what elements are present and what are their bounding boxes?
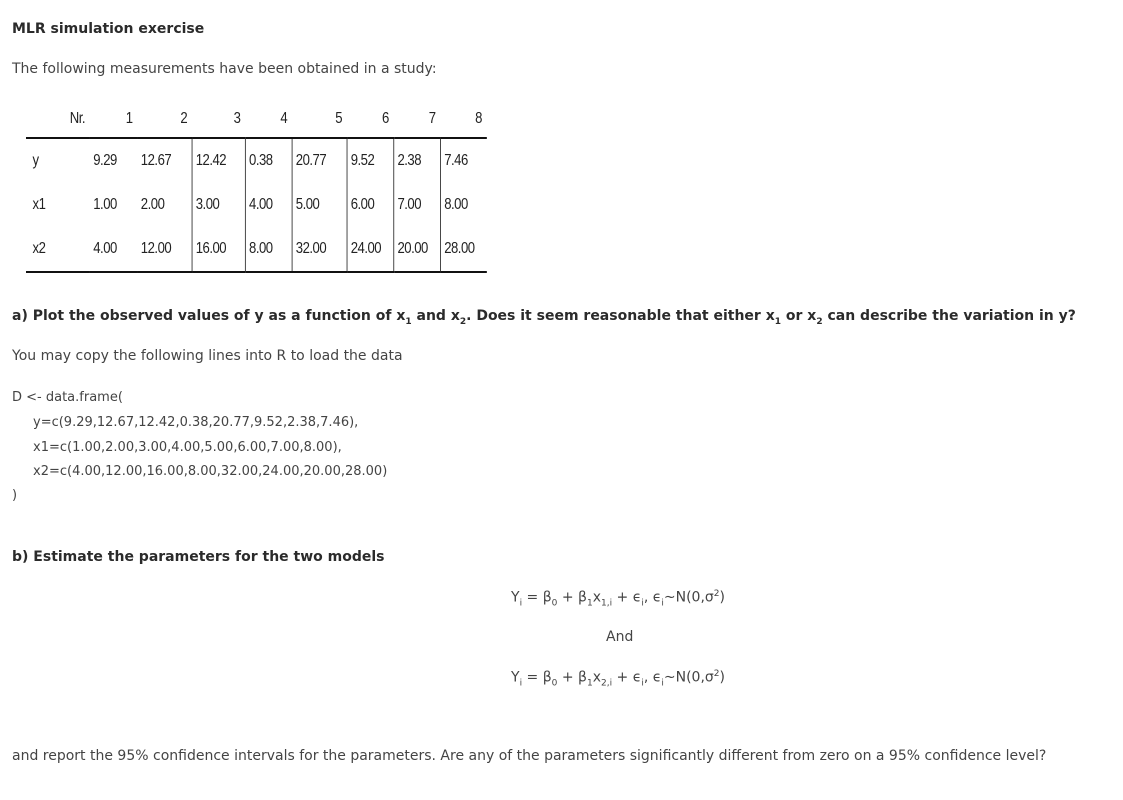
table-column-header: 6 <box>347 101 394 138</box>
intro-text: The following measurements have been obtained in a study: <box>12 61 437 77</box>
table-cell: 4.00 <box>90 227 138 272</box>
table-cell: 6.00 <box>347 183 394 227</box>
table-column-header: 5 <box>292 101 347 138</box>
table-column-header: 7 <box>394 101 441 138</box>
table-cell: 2.00 <box>140 196 165 213</box>
table-cell: 28.00 <box>441 227 487 272</box>
code-line: y=c(9.29,12.67,12.42,0.38,20.77,9.52,2.38,7.46), <box>33 415 359 430</box>
table-cell: 20.00 <box>394 227 441 272</box>
table-cell: 20.77 <box>292 138 347 183</box>
table-cell: 32.00 <box>292 227 347 272</box>
table-header-label: Nr. <box>26 101 90 138</box>
report-text: and report the 95% confidence intervals for the parameters. Are any of the parameters significantly different from zero on a 95% confidence level? <box>12 748 1047 764</box>
table-row <box>26 227 487 272</box>
table-cell: 8.00 <box>245 227 292 272</box>
table-cell: 2.38 <box>394 138 441 183</box>
table-cell: 16.00 <box>192 227 245 272</box>
code-line: x1=c(1.00,2.00,3.00,4.00,5.00,6.00,7.00,8.00), <box>33 440 342 455</box>
table-cell: 9.29 <box>93 152 117 169</box>
table-row <box>26 138 487 183</box>
table-cell: 12.42 <box>192 138 245 183</box>
code-line: ) <box>12 488 18 503</box>
table-header-row <box>26 101 487 138</box>
row-label: x1 <box>32 196 46 213</box>
table-column-header: 8 <box>441 101 487 138</box>
measurements-table <box>26 101 487 273</box>
table-cell: 1.00 <box>93 196 117 213</box>
table-cell: 9.52 <box>347 138 394 183</box>
model-formula-1: $Y_i = \beta_0 + \beta_1x_{1,i} + \epsilon_i$, $\epsilon_i\sim N(0,\sigma^2)$ <box>511 589 725 609</box>
question-a: a) Plot the observed values of y as a function of $x_1$ and $x_2$. Does it seem reasonable that either $x_1$ or $x_2$ can describe the variation in y? <box>12 308 1076 327</box>
table-cell: 5.00 <box>292 183 347 227</box>
table-row <box>26 183 487 227</box>
table-cell: 3.00 <box>192 183 245 227</box>
question-b: b) Estimate the parameters for the two models <box>12 549 385 565</box>
table-cell: 12.00 <box>138 227 193 272</box>
code-line: x2=c(4.00,12.00,16.00,8.00,32.00,24.00,20.00,28.00) <box>33 464 388 479</box>
table-cell: 8.00 <box>441 183 487 227</box>
row-label: y <box>32 152 39 169</box>
table-column-header: 2 <box>138 101 193 138</box>
model-formula-2: $Y_i = \beta_0 + \beta_1x_{2,i} + \epsilon_i$, $\epsilon_i\sim N(0,\sigma^2)$ <box>511 669 725 689</box>
table-column-header: 4 <box>245 101 292 138</box>
table-cell: 4.00 <box>245 183 292 227</box>
row-label: x2 <box>26 227 90 272</box>
code-line: D <- data.frame( <box>12 390 123 405</box>
table-column-header: 1 <box>90 101 138 138</box>
copy-hint: You may copy the following lines into R to load the data <box>12 348 403 364</box>
table-cell: 24.00 <box>347 227 394 272</box>
and-text: And <box>606 629 634 645</box>
table-cell: 7.00 <box>394 183 441 227</box>
table-cell: 0.38 <box>245 138 292 183</box>
table-cell: 12.67 <box>140 152 172 169</box>
table-cell: 7.46 <box>441 138 487 183</box>
page-title: MLR simulation exercise <box>12 21 205 37</box>
table-column-header: 3 <box>192 101 245 138</box>
